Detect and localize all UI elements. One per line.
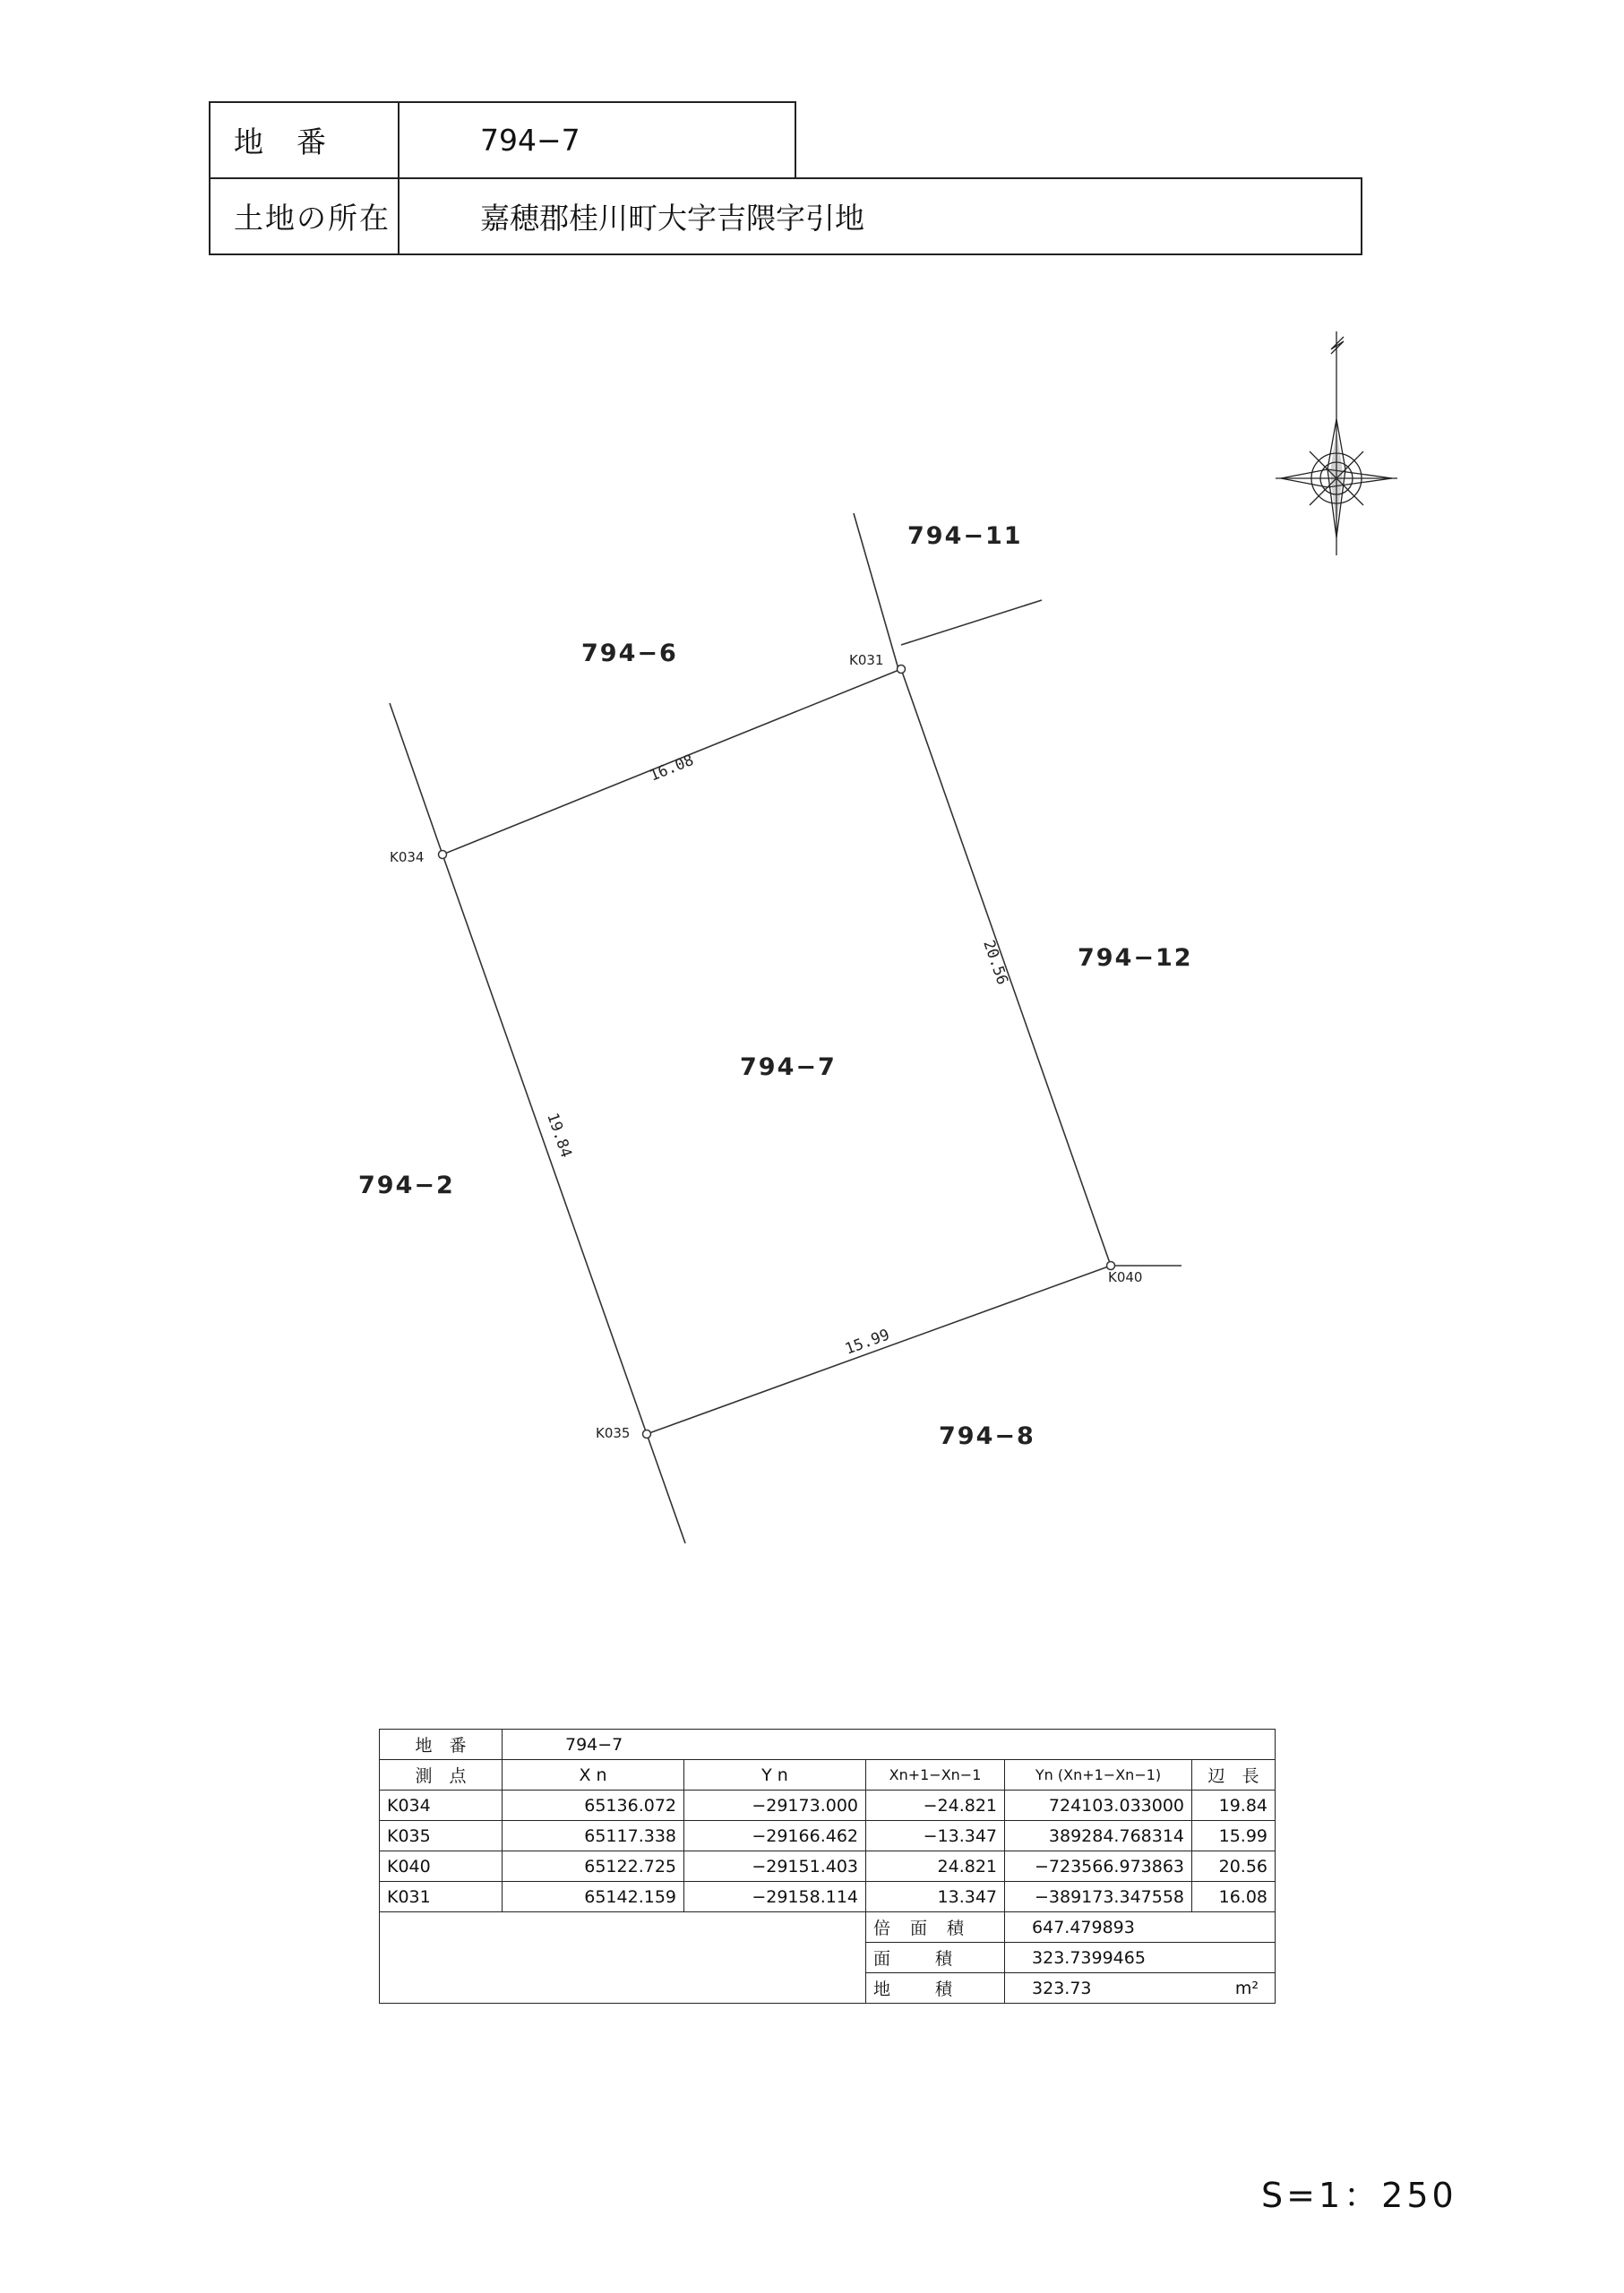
table-row	[380, 1821, 1276, 1851]
area-calculation-table	[379, 1729, 1276, 2004]
table-header-product: Yn (Xn+1−Xn−1)	[1005, 1760, 1192, 1791]
point-k035-marker	[643, 1430, 651, 1438]
table-header-xn: X n	[503, 1760, 684, 1791]
lot-value: 794−7	[399, 102, 795, 178]
location-value: 嘉穂郡桂川町大字吉隈字引地	[399, 178, 1362, 254]
cell-product: −389173.347558	[1005, 1882, 1192, 1912]
area-label: 面積	[866, 1943, 1005, 1973]
cell-yn: −29151.403	[684, 1851, 866, 1882]
double-area-label: 倍面積	[866, 1912, 1005, 1943]
cell-yn: −29173.000	[684, 1791, 866, 1821]
lot-794-6: 794−6	[581, 640, 678, 667]
north-arrow-icon	[1276, 331, 1397, 555]
dimension-top: 16.08	[647, 751, 697, 786]
cell-side-length: 19.84	[1192, 1791, 1276, 1821]
cell-xdiff: −13.347	[866, 1821, 1005, 1851]
land-area-cell	[1005, 1973, 1276, 2004]
cell-product: 724103.033000	[1005, 1791, 1192, 1821]
point-k035-label: K035	[596, 1425, 631, 1441]
cell-xn: 65122.725	[503, 1851, 684, 1882]
table-row	[380, 1882, 1276, 1912]
parcel-boundary	[443, 669, 1111, 1434]
line-k035-south	[647, 1434, 685, 1543]
line-k031-north	[854, 513, 898, 669]
table-row	[380, 1791, 1276, 1821]
cell-xdiff: 13.347	[866, 1882, 1005, 1912]
line-k031-east	[901, 600, 1042, 645]
cell-point: K035	[380, 1821, 503, 1851]
cell-point: K031	[380, 1882, 503, 1912]
cell-side-length: 16.08	[1192, 1882, 1276, 1912]
land-area-label: 地積	[866, 1973, 1005, 2004]
table-header-point: 測 点	[380, 1760, 503, 1791]
point-k040-label: K040	[1108, 1269, 1143, 1285]
cell-xdiff: −24.821	[866, 1791, 1005, 1821]
table-header-xdiff: Xn+1−Xn−1	[866, 1760, 1005, 1791]
scale-label: S=1：250	[1261, 2176, 1457, 2215]
cell-point: K040	[380, 1851, 503, 1882]
point-k034-label: K034	[390, 849, 425, 865]
line-k034-north	[390, 703, 443, 855]
land-area-value: 323.73	[1032, 1978, 1092, 1998]
table-blank-area	[380, 1912, 866, 2004]
area-unit: m²	[1234, 1978, 1259, 1998]
cell-xn: 65117.338	[503, 1821, 684, 1851]
lot-label: 地 番	[210, 102, 399, 178]
lot-794-8: 794−8	[939, 1422, 1035, 1450]
table-row	[380, 1851, 1276, 1882]
point-k031-label: K031	[849, 652, 884, 668]
cell-xdiff: 24.821	[866, 1851, 1005, 1882]
table-header-side-length: 辺 長	[1192, 1760, 1276, 1791]
dimension-left: 19.84	[543, 1111, 575, 1161]
table-header-yn: Y n	[684, 1760, 866, 1791]
point-k034-marker	[439, 851, 447, 859]
cell-product: 389284.768314	[1005, 1821, 1192, 1851]
cell-xn: 65142.159	[503, 1882, 684, 1912]
cell-yn: −29158.114	[684, 1882, 866, 1912]
table-lot-label: 地 番	[380, 1730, 503, 1760]
dimension-bottom: 15.99	[842, 1326, 892, 1359]
lot-794-11: 794−11	[907, 522, 1023, 550]
cell-xn: 65136.072	[503, 1791, 684, 1821]
dimension-right: 20.56	[979, 938, 1011, 988]
cell-product: −723566.973863	[1005, 1851, 1192, 1882]
lot-794-2: 794−2	[358, 1172, 455, 1199]
point-k031-marker	[898, 666, 906, 674]
cell-side-length: 20.56	[1192, 1851, 1276, 1882]
double-area-value: 647.479893	[1005, 1912, 1276, 1943]
cell-point: K034	[380, 1791, 503, 1821]
cell-side-length: 15.99	[1192, 1821, 1276, 1851]
table-lot-value: 794−7	[503, 1730, 1276, 1760]
lot-794-12: 794−12	[1078, 944, 1193, 972]
area-value: 323.7399465	[1005, 1943, 1276, 1973]
location-label: 土地の所在	[210, 178, 399, 254]
lot-794-7-center: 794−7	[740, 1053, 837, 1081]
cell-yn: −29166.462	[684, 1821, 866, 1851]
